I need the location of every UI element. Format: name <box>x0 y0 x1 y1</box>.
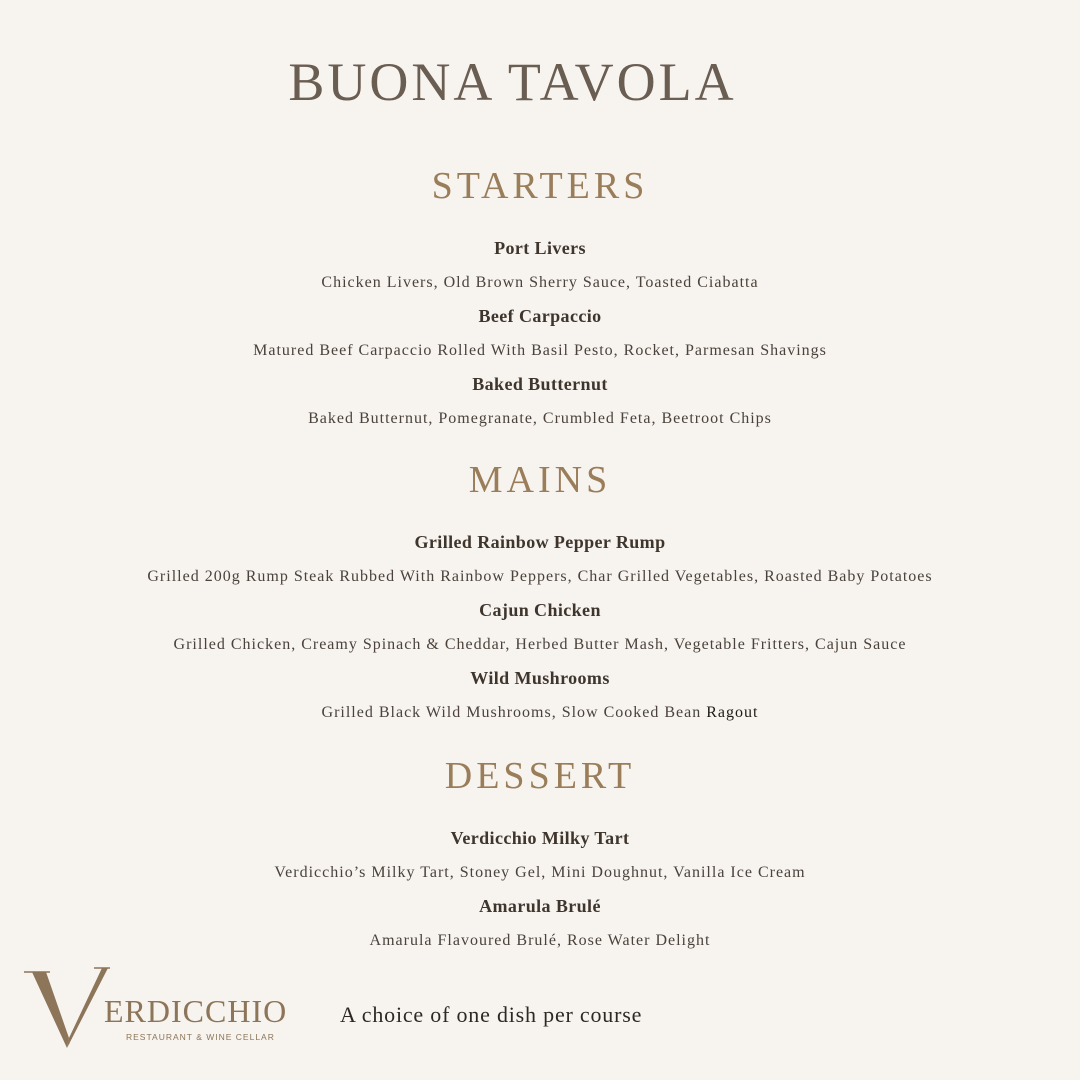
menu-item <box>0 304 1080 362</box>
dish-description-tail: Ragout <box>706 704 759 721</box>
section-heading: STARTERS <box>431 165 649 207</box>
menu-item <box>0 666 1080 724</box>
menu-item <box>0 236 1080 294</box>
dish-description: Grilled 200g Rump Steak Rubbed With Rainbow Peppers, Char Grilled Vegetables, Roasted Baby Potatoes <box>147 568 933 585</box>
v-monogram-icon <box>24 964 110 1052</box>
dish-description: Amarula Flavoured Brulé, Rose Water Delight <box>369 932 711 949</box>
footer-note: A choice of one dish per course <box>340 1002 643 1027</box>
menu-item <box>0 598 1080 656</box>
dish-description: Grilled Chicken, Creamy Spinach & Cheddar, Herbed Butter Mash, Vegetable Fritters, Cajun Sauce <box>173 636 907 653</box>
dish-name: Grilled Rainbow Pepper Rump <box>414 532 666 552</box>
dish-name: Cajun Chicken <box>479 600 601 620</box>
menu-item <box>0 372 1080 430</box>
dish-name: Port Livers <box>494 238 586 258</box>
dish-name: Amarula Brulé <box>479 896 601 916</box>
dish-description: Chicken Livers, Old Brown Sherry Sauce, Toasted Ciabatta <box>321 274 759 291</box>
dish-name: Beef Carpaccio <box>478 306 602 326</box>
dish-name: Verdicchio Milky Tart <box>450 828 630 848</box>
section-starters <box>0 164 1080 440</box>
menu-item <box>0 826 1080 884</box>
section-heading: DESSERT <box>444 755 636 797</box>
section-heading: MAINS <box>468 459 612 501</box>
dish-description: Baked Butternut, Pomegranate, Crumbled Feta, Beetroot Chips <box>308 410 772 427</box>
dish-name: Baked Butternut <box>472 374 608 394</box>
menu-item <box>0 530 1080 588</box>
menu-title: BUONA TAVOLA <box>288 52 737 112</box>
dish-name: Wild Mushrooms <box>470 668 610 688</box>
section-dessert <box>0 754 1080 962</box>
dish-description: Matured Beef Carpaccio Rolled With Basil Pesto, Rocket, Parmesan Shavings <box>253 342 827 359</box>
dish-description-main: Grilled Black Wild Mushrooms, Slow Cooked Bean <box>321 704 702 721</box>
section-mains <box>0 458 1080 734</box>
dish-description: Verdicchio’s Milky Tart, Stoney Gel, Mini Doughnut, Vanilla Ice Cream <box>274 864 806 881</box>
restaurant-logo <box>24 964 294 1054</box>
dish-description <box>0 702 1080 724</box>
logo-tagline: RESTAURANT & WINE CELLAR <box>126 1032 275 1042</box>
logo-wordmark: ERDICCHIO <box>104 993 288 1029</box>
menu-item <box>0 894 1080 952</box>
